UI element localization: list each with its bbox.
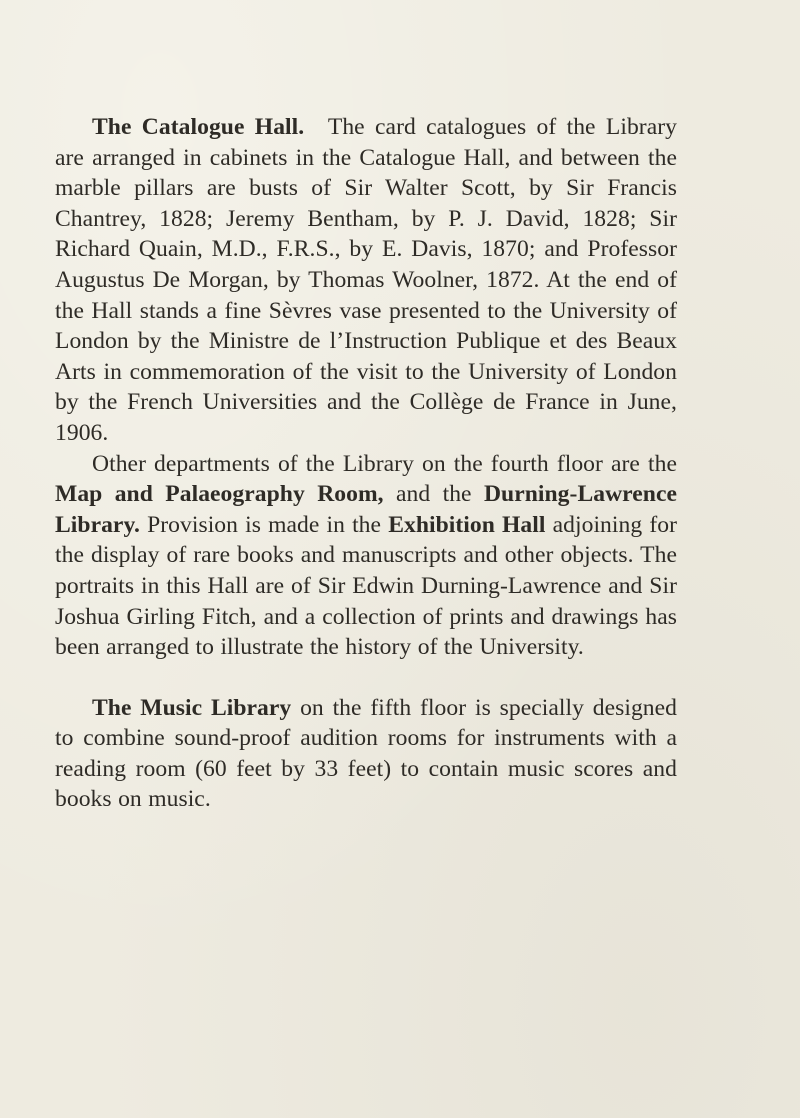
heading-map-palaeography-room: Map and Palaeography Room, bbox=[55, 481, 384, 508]
paragraph-catalogue-hall bbox=[55, 112, 677, 449]
heading-music-library: The Music Library bbox=[92, 694, 292, 721]
paragraph-text: Provision is made in the bbox=[139, 511, 389, 538]
paragraph-text: on the fifth floor is specially designed to combine sound-proof audition rooms for instruments with a reading room (60 feet by 33 feet) to contain music scores and books on music. bbox=[55, 694, 678, 813]
page-body bbox=[55, 112, 677, 815]
paragraph-text: The card catalogues of the Library are arranged in cabinets in the Catalogue Hall, and between the marble pillars are busts of Sir Walter Scott, by Sir Francis Chantrey, 1828; Jeremy Bentham, by P. J. David, 1828; Sir Richard Quain, M.D., F.R.S., by E. Davis, 1870; and Professor Augustus De Morgan, by Thomas Woolner, 1872. At the end of the Hall stands a fine Sèvres vase presented to the University of London by the Ministre de l’Instruction Publique et des Beaux Arts in commemoration of the visit to the University of London by the French Universities and the Collège de France in June, 1906. bbox=[55, 114, 677, 446]
paragraph-music-library bbox=[55, 693, 677, 815]
paragraph-other-departments bbox=[55, 449, 677, 663]
paragraph-text: Other departments of the Library on the fourth floor are the bbox=[92, 450, 677, 477]
heading-exhibition-hall: Exhibition Hall bbox=[388, 511, 546, 538]
paragraph-text: adjoining for the display of rare books and manuscripts and other objects. The portraits in this Hall are of Sir Edwin Durning-Lawrence and Sir Joshua Girling Fitch, and a collection of prints and drawings has been arranged to illustrate the history of the University. bbox=[55, 511, 677, 661]
heading-durning-lawrence-library: Durning-Lawrence Library. bbox=[55, 481, 677, 538]
paragraph-text: and the bbox=[383, 481, 484, 508]
heading-catalogue-hall: The Catalogue Hall. bbox=[92, 114, 305, 140]
